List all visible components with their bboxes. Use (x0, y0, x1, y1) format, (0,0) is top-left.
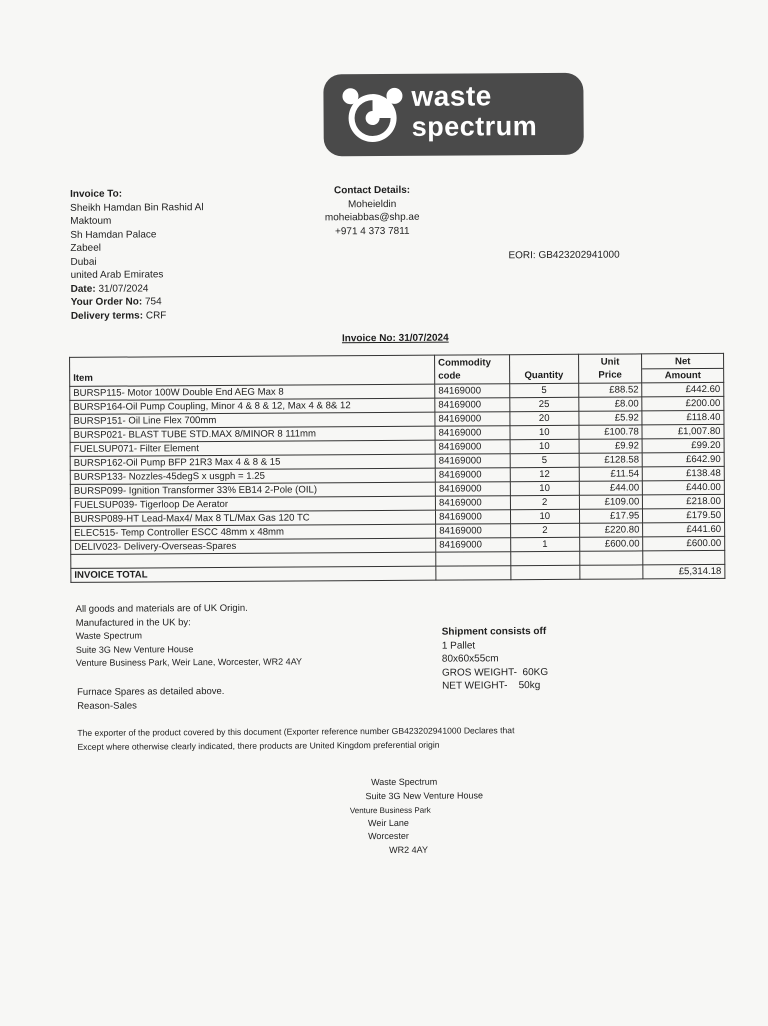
row-item: DELIV023- Delivery-Overseas-Spares (71, 538, 436, 554)
row-commodity-code: 84169000 (436, 524, 511, 538)
row-commodity-code: 84169000 (435, 496, 510, 510)
origin-line: Waste Spectrum (75, 630, 142, 641)
table-header-row (70, 353, 724, 386)
row-unit-price: £5.92 (578, 411, 642, 425)
delivery-terms-value: CRF (145, 309, 167, 321)
origin-line: Venture Business Park, Weir Lane, Worcester, WR2 4AY (75, 656, 303, 668)
invoice-to-line: Sheikh Hamdan Bin Rashid Al (70, 201, 204, 214)
row-unit-price: £600.00 (579, 537, 643, 551)
footer-address-line: Venture Business Park (349, 805, 431, 816)
footer-address-line: WR2 4AY (389, 844, 429, 855)
invoice-date-label: Date: (70, 283, 96, 295)
row-commodity-code: 84169000 (436, 510, 511, 524)
note-line: Reason-Sales (77, 700, 137, 712)
row-item: BURSP099- Ignition Transformer 33% EB14 2-Pole (OIL) (70, 482, 435, 498)
note-line: Furnace Spares as detailed above. (77, 685, 225, 698)
col-header-net-line2: Amount (664, 370, 701, 382)
row-item: BURSP162-Oil Pump BFP 21R3 Max 4 & 8 & 15 (70, 454, 435, 470)
row-quantity: 5 (510, 383, 579, 397)
row-item: BURSP115- Motor 100W Double End AEG Max 8 (70, 384, 435, 400)
net-weight-value: 50kg (518, 680, 541, 692)
row-unit-price: £17.95 (579, 509, 643, 523)
origin-line: Suite 3G New Venture House (75, 643, 194, 655)
footer-address-line: Worcester (368, 830, 409, 842)
order-number (71, 295, 205, 309)
contact-block (316, 184, 428, 239)
invoice-to-line: Maktoum (70, 215, 112, 227)
declaration-block (77, 723, 514, 754)
row-unit-price: £109.00 (579, 495, 643, 509)
order-number-label: Your Order No: (70, 296, 143, 308)
invoice-to-label: Invoice To: (70, 188, 123, 200)
row-net-amount: £600.00 (643, 536, 725, 550)
table-total-row (71, 564, 725, 582)
col-header-code-line2: code (438, 370, 461, 382)
row-net-amount: £440.00 (643, 480, 725, 494)
footer-address-line: Weir Lane (367, 817, 409, 829)
row-net-amount: £179.50 (643, 508, 725, 522)
row-quantity: 12 (510, 467, 579, 481)
invoice-to-line: Sh Hamdan Palace (70, 228, 157, 241)
row-net-amount: £1,007.80 (642, 424, 724, 438)
delivery-terms-label: Delivery terms: (70, 309, 144, 322)
row-commodity-code: 84169000 (435, 412, 510, 426)
col-header-code-line1: Commodity (438, 357, 491, 369)
row-unit-price: £100.78 (579, 425, 643, 439)
contact-email: moheiabbas@shp.ae (324, 211, 420, 224)
net-weight (442, 679, 548, 693)
row-commodity-code: 84169000 (436, 538, 511, 552)
row-unit-price: £220.80 (579, 523, 643, 537)
invoice-to-line: Zabeel (70, 242, 101, 254)
row-item: BURSP021- BLAST TUBE STD.MAX 8/MINOR 8 111mm (70, 426, 435, 442)
logo-bear-icon (339, 84, 405, 146)
row-net-amount: £218.00 (643, 494, 725, 508)
row-item: ELEC515- Temp Controller ESCC 48mm x 48mm (71, 524, 436, 540)
shipment-block (442, 625, 549, 693)
row-commodity-code: 84169000 (435, 468, 510, 482)
table-body (70, 382, 725, 554)
row-item: BURSP164-Oil Pump Coupling, Minor 4 & 8 & 12, Max 4 & 8& 12 (70, 398, 435, 414)
row-item: BURSP133- Nozzles-45degS x usgph = 1.25 (70, 468, 435, 484)
invoice-date-value: 31/07/2024 (98, 282, 149, 295)
logo-wordmark (411, 81, 537, 142)
contact-label: Contact Details: (333, 184, 411, 197)
col-header-price-line1: Unit (600, 356, 620, 368)
invoice-total-label: INVOICE TOTAL (71, 566, 436, 582)
row-unit-price: £44.00 (579, 481, 643, 495)
row-item: FUELSUP071- Filter Element (70, 440, 435, 456)
footer-address-line: Waste Spectrum (371, 776, 438, 788)
row-net-amount: £118.40 (642, 410, 724, 424)
invoice-items-table (69, 353, 725, 583)
origin-block (76, 602, 303, 671)
row-item: BURSP151- Oil Line Flex 700mm (70, 412, 435, 428)
col-header-code (435, 355, 510, 384)
invoice-total-value: £5,314.18 (643, 564, 725, 578)
row-net-amount: £200.00 (642, 396, 724, 410)
row-net-amount: £442.60 (642, 382, 724, 396)
invoice-number: Invoice No: 31/07/2024 (341, 332, 449, 345)
row-item: BURSP089-HT Lead-Max4/ Max 8 TL/Max Gas 120 TC (70, 510, 435, 526)
row-quantity: 10 (510, 481, 579, 495)
row-commodity-code: 84169000 (435, 384, 510, 398)
row-quantity: 1 (511, 537, 580, 551)
declaration-line: The exporter of the product covered by this document (Exporter reference number GB423202941000 Declares that (77, 725, 515, 738)
shipment-label: Shipment consists off (441, 626, 547, 638)
row-net-amount: £642.90 (642, 452, 724, 466)
col-header-net (642, 353, 724, 382)
eori-number: EORI: GB423202941000 (508, 249, 620, 262)
company-logo (323, 73, 583, 157)
notes-block (77, 685, 225, 713)
row-commodity-code: 84169000 (435, 482, 510, 496)
row-quantity: 2 (510, 523, 579, 537)
row-commodity-code: 84169000 (435, 426, 510, 440)
logo-line-2: spectrum (411, 111, 538, 142)
contact-phone: +971 4 373 7811 (334, 225, 410, 237)
row-commodity-code: 84169000 (435, 398, 510, 412)
row-net-amount: £441.60 (643, 522, 725, 536)
row-item: FUELSUP039- Tigerloop De Aerator (70, 496, 435, 512)
row-unit-price: £9.92 (579, 439, 643, 453)
row-quantity: 25 (510, 397, 579, 411)
row-quantity: 10 (510, 425, 579, 439)
invoice-date (71, 282, 205, 296)
invoice-to-line: Dubai (70, 256, 97, 268)
row-quantity: 5 (510, 453, 579, 467)
logo-line-1: waste (411, 80, 492, 112)
row-unit-price: £128.58 (579, 453, 643, 467)
col-header-net-line1: Net (642, 355, 723, 369)
row-net-amount: £138.48 (643, 466, 725, 480)
origin-line: All goods and materials are of UK Origin. (75, 602, 248, 615)
row-unit-price: £88.52 (578, 383, 642, 397)
delivery-terms (71, 309, 205, 323)
row-unit-price: £8.00 (578, 397, 642, 411)
shipment-pallet: 1 Pallet (441, 639, 476, 652)
col-header-price-line2: Price (598, 369, 622, 381)
gross-weight-value: 60KG (522, 666, 549, 678)
row-quantity: 10 (510, 509, 579, 523)
col-header-price (578, 354, 642, 383)
contact-name: Moheieldin (347, 198, 397, 210)
footer-address-line: Suite 3G New Venture House (365, 790, 484, 802)
row-commodity-code: 84169000 (435, 454, 510, 468)
net-weight-label: NET WEIGHT- (442, 680, 508, 692)
invoice-to-block (70, 187, 204, 323)
origin-line: Manufactured in the UK by: (75, 616, 191, 629)
declaration-line: Except where otherwise clearly indicated, there products are United Kingdom preferential origin (77, 739, 440, 752)
row-commodity-code: 84169000 (435, 440, 510, 454)
row-unit-price: £11.54 (579, 467, 643, 481)
row-quantity: 2 (510, 495, 579, 509)
col-header-item: Item (70, 355, 435, 386)
shipment-dims: 80x60x55cm (441, 653, 499, 665)
gross-weight (442, 666, 548, 680)
invoice-to-line: united Arab Emirates (70, 269, 164, 281)
row-quantity: 20 (510, 411, 579, 425)
row-net-amount: £99.20 (642, 438, 724, 452)
gross-weight-label: GROS WEIGHT- (441, 666, 518, 679)
row-quantity: 10 (510, 439, 579, 453)
col-header-quantity: Quantity (509, 354, 578, 383)
order-number-value: 754 (144, 296, 162, 308)
